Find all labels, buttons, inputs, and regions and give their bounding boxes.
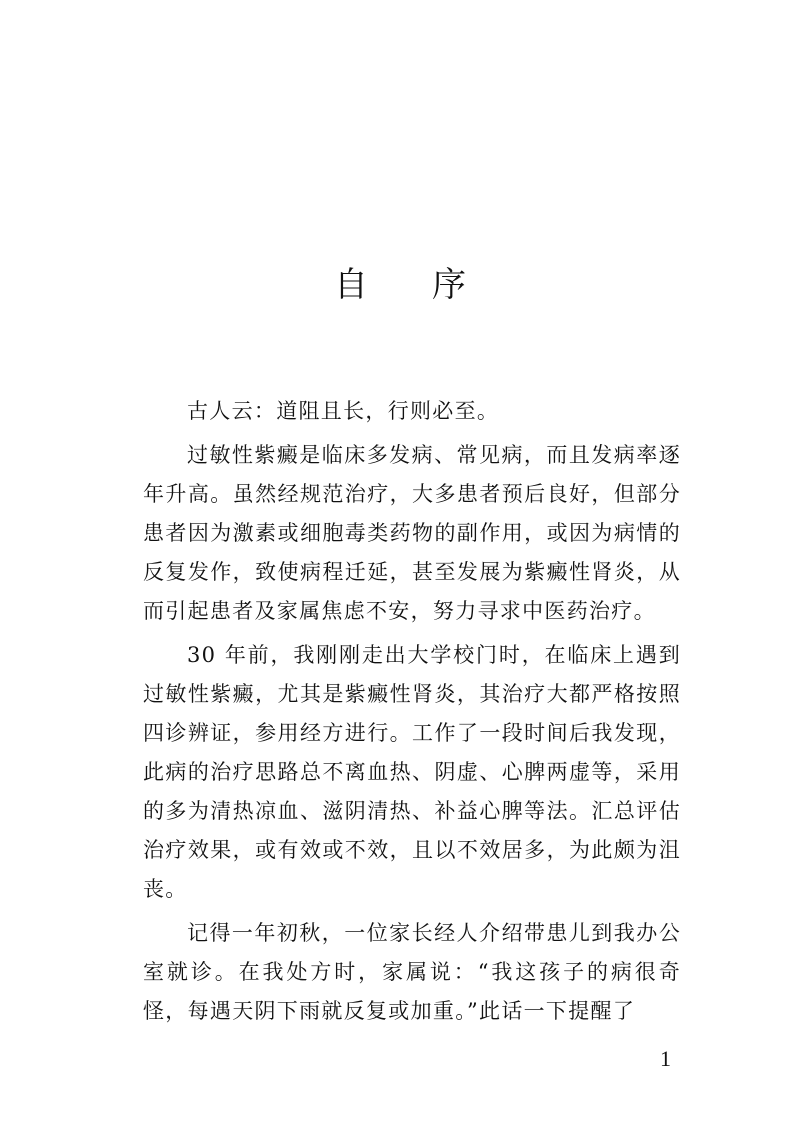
paragraph-1: 古人云：道阻且长，行则必至。 [187, 399, 500, 423]
paragraph-4: 记得一年初秋，一位家长经人介绍带患儿到我办公室就诊。在我处方时，家属说：“我这孩子的病很奇怪，每遇天阴下雨就反复或加重。”此话一下提醒了 [143, 921, 681, 1023]
paragraph-3: 30 年前，我刚刚走出大学校门时，在临床上遇到过敏性紫癜，尤其是紫癜性肾炎，其治疗大都严格按照四诊辨证，参用经方进行。工作了一段时间后我发现，此病的治疗思路总不离血热、阴虚、心脾两虚等，采用的多为清热凉血、滋阴清热、补益心脾等法。汇总评估治疗效果，或有效或不效，且以不效居多，为此颇为沮丧。 [143, 643, 681, 901]
paragraph-2: 过敏性紫癜是临床多发病、常见病，而且发病率逐年升高。虽然经规范治疗，大多患者预后良好，但部分患者因为激素或细胞毒类药物的副作用，或因为病情的反复发作，致使病程迁延，甚至发展为紫癜性肾炎，从而引起患者及家属焦虑不安，努力寻求中医药治疗。 [143, 443, 681, 623]
page-number: 1 [660, 1046, 671, 1071]
page-title [0, 262, 800, 308]
page-title-char-2: 序 [432, 265, 466, 305]
page-title-char-1: 自 [334, 265, 368, 305]
body-text [143, 392, 681, 1031]
